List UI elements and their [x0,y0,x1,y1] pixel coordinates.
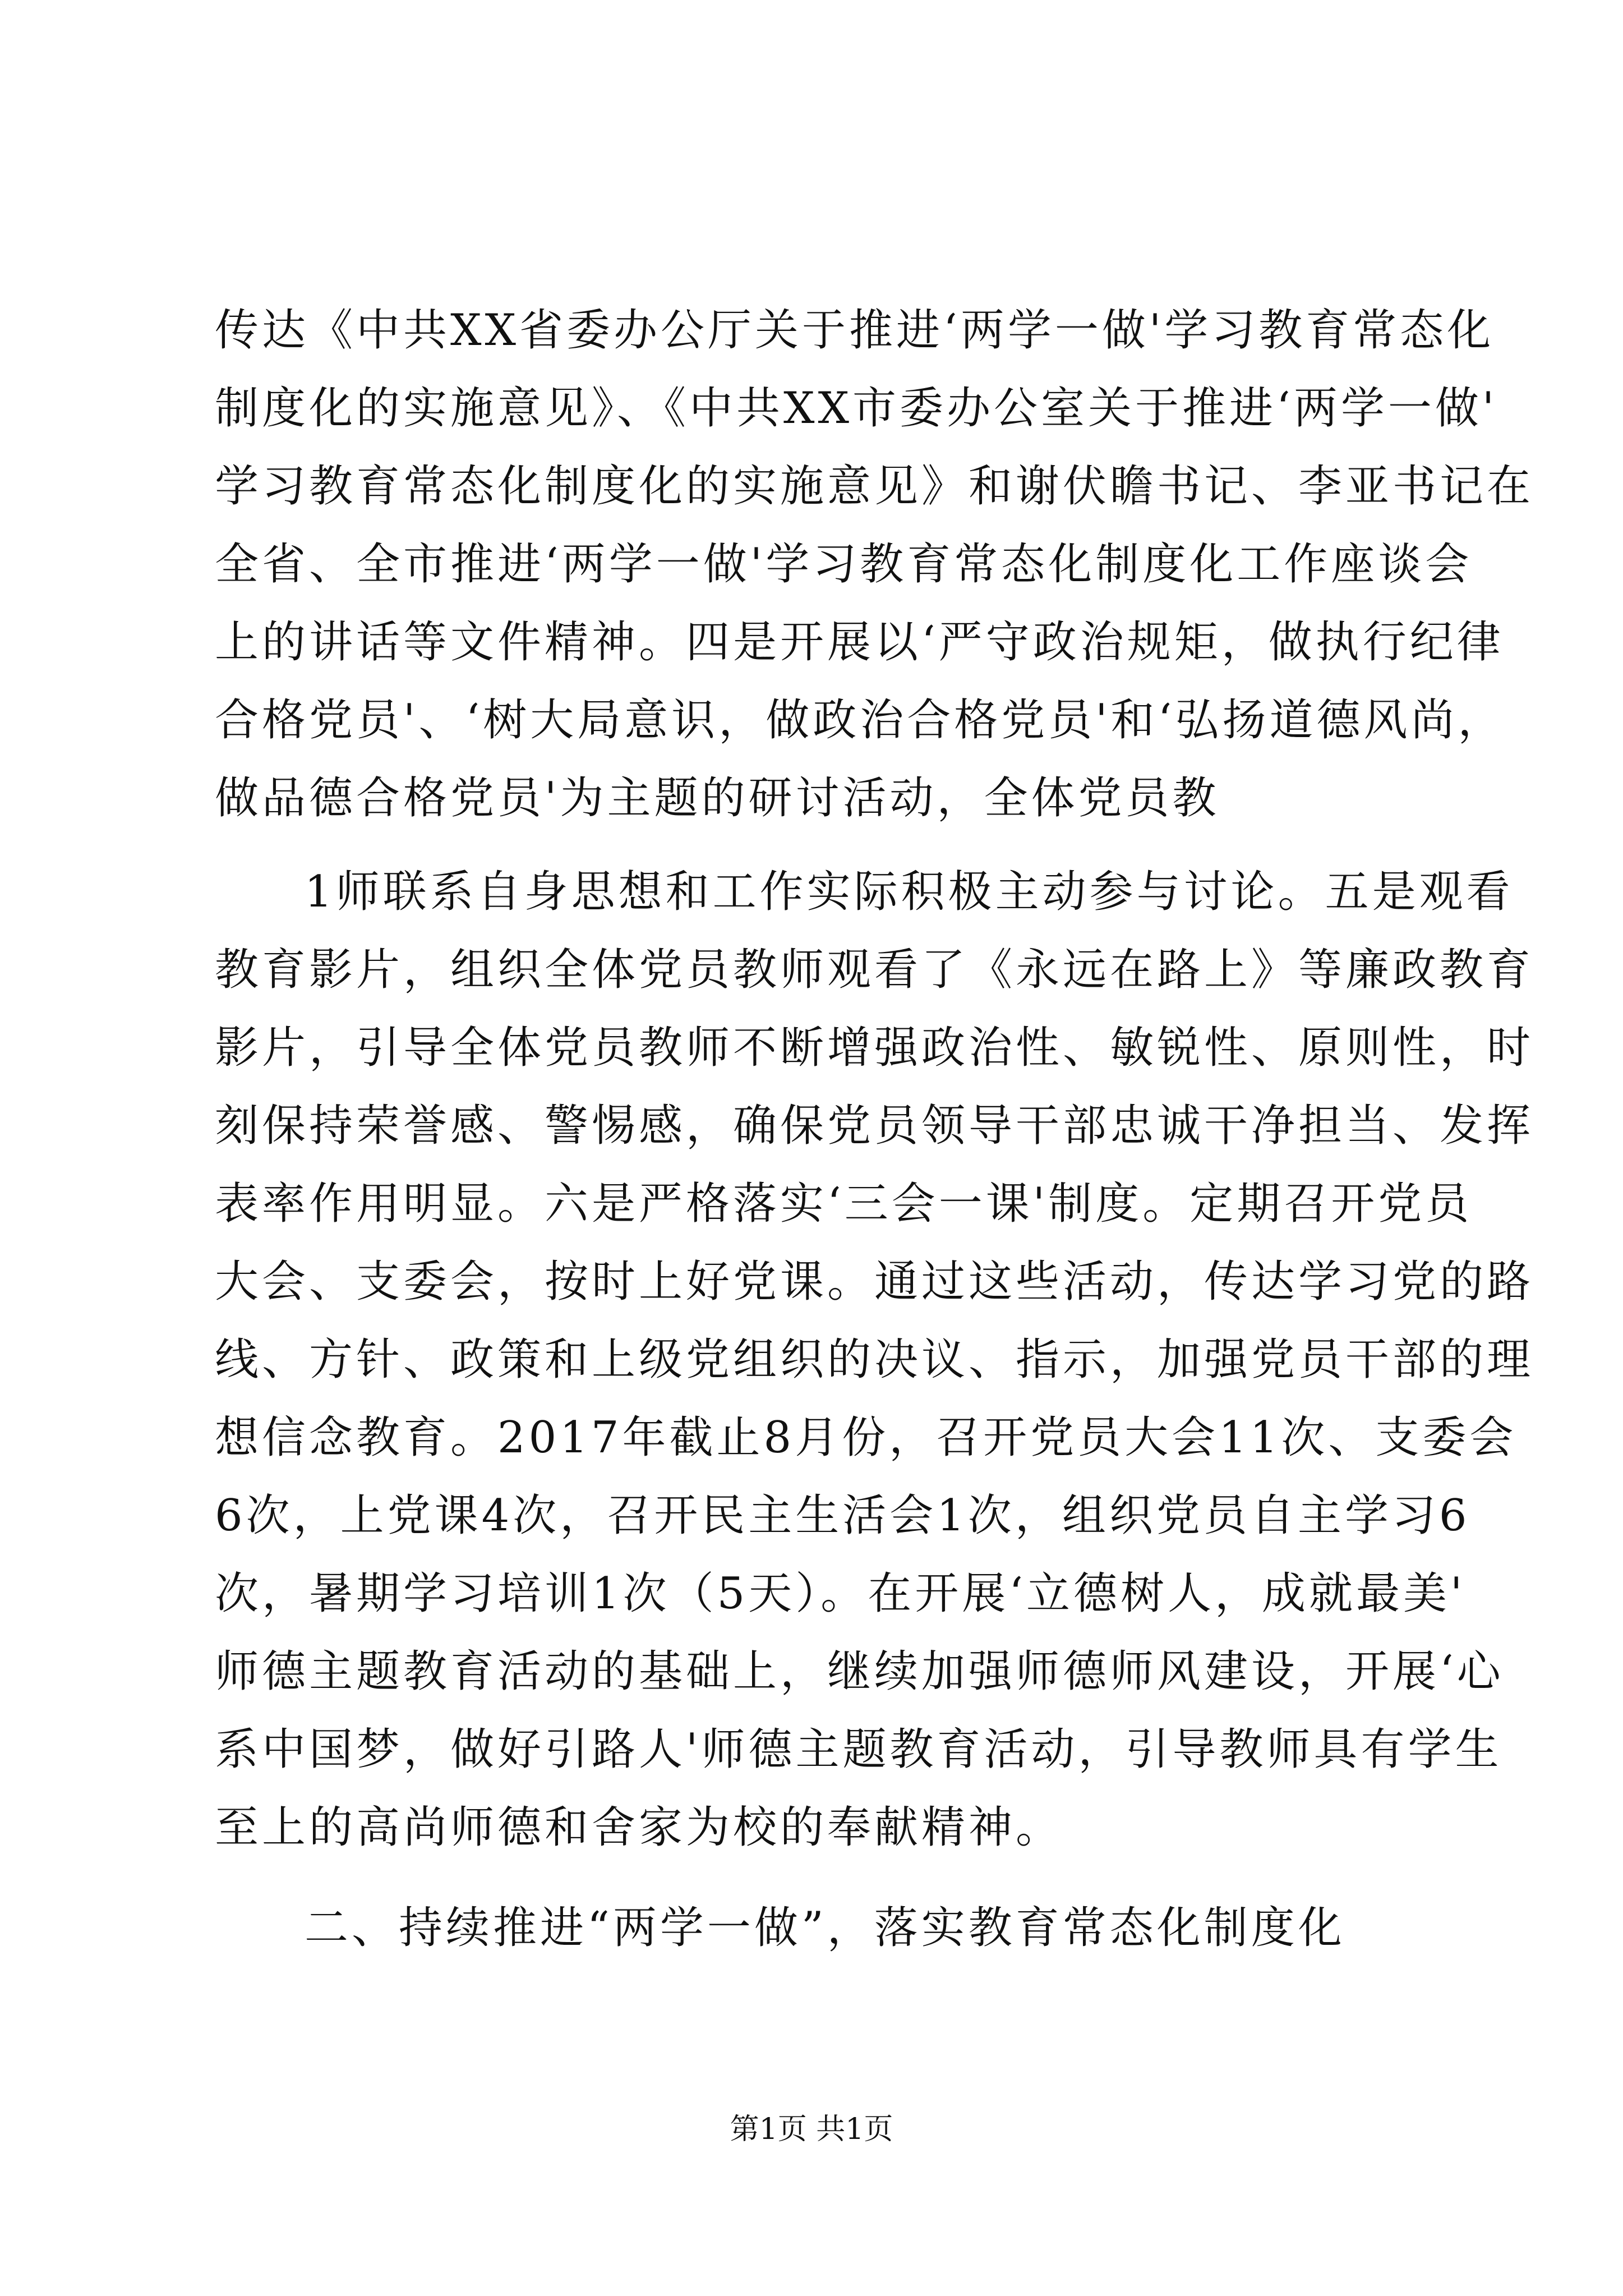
text-line: 表率作用明显。六是严格落实‘三会一课'制度。定期召开党员 [215,1179,1473,1229]
paragraph-1 [215,292,1534,838]
text-line: 次，暑期学习培训1次（5天）。在开展‘立德树人，成就最美' [215,1568,1466,1619]
text-line: 至上的高尚师德和舍家为校的奉献精神。 [215,1802,1063,1853]
text-line: 大会、支委会，按时上好党课。通过这些活动，传达学习党的路 [215,1257,1534,1307]
page-footer: 第1页 共1页 [730,2113,893,2146]
document-body [215,292,1534,1967]
text-line: 影片，引导全体党员教师不断增强政治性、敏锐性、原则性，时 [215,1023,1534,1073]
text-line: 系中国梦，做好引路人'师德主题教育活动，引导教师具有学生 [215,1724,1502,1775]
text-line: 教育影片，组织全体党员教师观看了《永远在路上》等廉政教育 [215,945,1534,995]
text-line: 线、方针、政策和上级党组织的决议、指示，加强党员干部的理 [215,1335,1534,1385]
text-line: 全省、全市推进‘两学一做'学习教育常态化制度化工作座谈会 [215,539,1473,590]
text-line: 师德主题教育活动的基础上，继续加强师德师风建设，开展‘心 [215,1646,1504,1697]
text-line: 做品德合格党员'为主题的研讨活动，全体党员教 [215,773,1220,823]
text-line: 6次，上党课4次，召开民主生活会1次，组织党员自主学习6 [215,1490,1470,1541]
text-line: 刻保持荣誉感、警惕感，确保党员领导干部忠诚干净担当、发挥 [215,1101,1534,1151]
text-line: 合格党员'、‘树大局意识，做政治合格党员'和‘弘扬道德风尚， [215,695,1505,746]
text-line: 制度化的实施意见》、《中共XX市委办公室关于推进‘两学一做' [215,383,1498,434]
section-heading: 二、持续推进“两学一做”，落实教育常态化制度化 [305,1903,1345,1953]
text-line: 上的讲话等文件精神。四是开展以‘严守政治规矩，做执行纪律 [215,617,1504,668]
text-line: 学习教育常态化制度化的实施意见》和谢伏瞻书记、李亚书记在 [215,461,1534,512]
text-line: 想信念教育。2017年截止8月份，召开党员大会11次、支委会 [215,1412,1517,1463]
paragraph-2 [215,853,1534,1867]
text-line: 传达《中共XX省委办公厅关于推进‘两学一做'学习教育常态化 [215,305,1495,356]
text-line: 1师联系自身思想和工作实际积极主动参与讨论。五是观看 [305,867,1514,917]
